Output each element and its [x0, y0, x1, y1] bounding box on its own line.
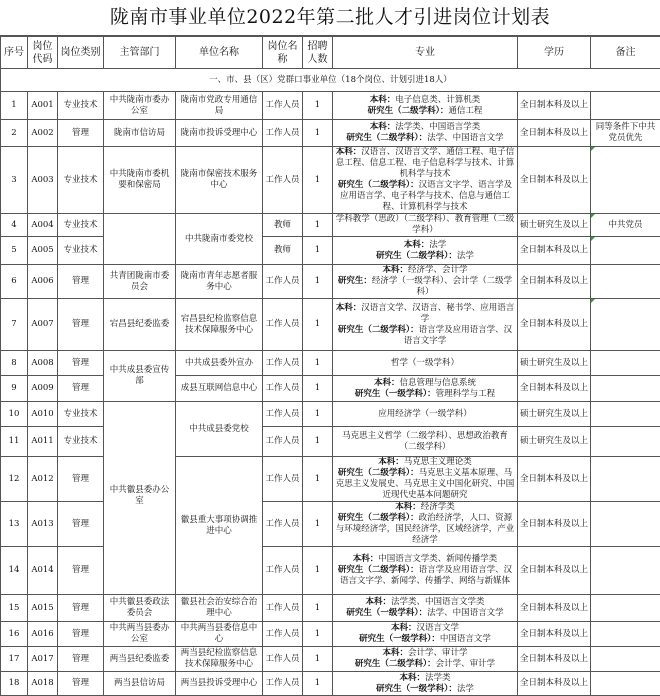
cell-department [104, 214, 176, 265]
table-row [1, 376, 660, 402]
cell-position: 工作人员 [263, 457, 303, 502]
cell-major [333, 237, 518, 265]
label-undergrad: 本科： [336, 147, 362, 157]
cell-count: 1 [303, 92, 333, 120]
cell-note [591, 402, 660, 427]
comment-marker-icon[interactable] [591, 147, 595, 151]
cell-major [333, 647, 518, 672]
label-postgrad: 研究生： [338, 276, 372, 286]
table-row [1, 672, 660, 696]
cell-seq: 12 [1, 457, 28, 502]
major-undergrad: 会计学、审计学 [408, 648, 468, 658]
table-row [1, 147, 660, 214]
table-row [1, 457, 660, 502]
major-postgrad: 通信工程 [448, 106, 482, 116]
major-postgrad: 马克思主义基本原理、马克思主义发展史、马克思主义中国化研究、中国近现代史基本问题研究 [336, 468, 515, 500]
table-row [1, 237, 660, 265]
major-postgrad: 中国语言文学 [440, 634, 491, 644]
major-undergrad: 信息管理与信息系统 [400, 378, 477, 388]
cell-department: 陇南市信访局 [104, 120, 176, 147]
cell-unit: 陇南市保密技术服务中心 [176, 147, 263, 214]
cell-education: 全日制本科及以上 [518, 595, 591, 622]
cell-note [591, 647, 660, 672]
cell-category: 管理 [58, 502, 104, 547]
cell-education: 全日制本科及以上 [518, 299, 591, 351]
header-education: 学历 [518, 37, 591, 69]
cell-education: 全日制本科及以上 [518, 647, 591, 672]
cell-category: 管理 [58, 622, 104, 647]
cell-unit: 宕昌县纪检监察信息技术保障服务中心 [176, 299, 263, 351]
cell-count: 1 [303, 502, 333, 547]
major-undergrad: 马克思主义理论类 [404, 457, 472, 467]
major-postgrad: 管理科学与工程 [436, 389, 496, 399]
label-undergrad: 本科： [365, 597, 391, 607]
cell-note [591, 427, 660, 457]
cell-major: 哲学（一级学科） [333, 351, 518, 376]
cell-unit: 陇南市党政专用通信局 [176, 92, 263, 120]
cell-department: 两当县信访局 [104, 672, 176, 696]
cell-category: 专业技术 [58, 427, 104, 457]
cell-note [591, 265, 660, 299]
cell-count: 1 [303, 595, 333, 622]
cell-count: 1 [303, 147, 333, 214]
cell-note [591, 351, 660, 376]
cell-education: 硕士研究生及以上 [518, 427, 591, 457]
cell-code: A001 [28, 92, 58, 120]
label-undergrad: 本科： [399, 673, 425, 683]
cell-code: A005 [28, 237, 58, 265]
label-postgrad: 研究生（二级学科）： [338, 513, 419, 523]
major-undergrad: 汉语言文学 [417, 623, 460, 633]
label-undergrad: 本科： [370, 95, 396, 105]
cell-position: 工作人员 [263, 647, 303, 672]
cell-count: 1 [303, 351, 333, 376]
label-postgrad: 研究生（二级学科）： [338, 565, 419, 575]
header-position: 岗位名称 [263, 37, 303, 69]
cell-category: 管理 [58, 299, 104, 351]
cell-code: A002 [28, 120, 58, 147]
comment-marker-icon[interactable] [591, 214, 595, 218]
cell-department: 中共两当县委办公室 [104, 622, 176, 647]
cell-department: 中共陇南市委机要和保密局 [104, 147, 176, 214]
cell-category: 管理 [58, 351, 104, 376]
major-postgrad: 法学、中国语言文学 [427, 133, 504, 143]
header-department: 主管部门 [104, 37, 176, 69]
cell-unit: 两当县纪检监察信息技术保障服务中心 [176, 647, 263, 672]
cell-education: 全日制本科及以上 [518, 147, 591, 214]
cell-unit: 徽县重大事项协调推进中心 [176, 457, 263, 595]
cell-code: A006 [28, 265, 58, 299]
cell-major [333, 147, 518, 214]
label-postgrad: 研究生（一级学科）： [359, 634, 440, 644]
comment-marker-icon[interactable] [591, 299, 595, 303]
cell-code: A015 [28, 595, 58, 622]
cell-unit: 中共陇南市委党校 [176, 214, 263, 265]
major-postgrad: 语言学及应用语言学、汉语言文字学、新闻学、传播学、网络与新媒体 [340, 565, 512, 586]
cell-position: 工作人员 [263, 502, 303, 547]
cell-education: 全日制本科及以上 [518, 547, 591, 595]
cell-unit: 成县互联网信息中心 [176, 376, 263, 402]
label-postgrad: 研究生（二级学科）： [338, 325, 419, 335]
label-postgrad: 研究生（一级学科）： [376, 684, 457, 694]
cell-category: 管理 [58, 595, 104, 622]
label-postgrad: 研究生（二级学科）： [376, 251, 457, 261]
table-row [1, 547, 660, 595]
cell-category: 管理 [58, 672, 104, 696]
cell-code: A007 [28, 299, 58, 351]
header-category: 岗位类别 [58, 37, 104, 69]
cell-education: 全日制本科及以上 [518, 237, 591, 265]
cell-code: A010 [28, 402, 58, 427]
cell-seq: 13 [1, 502, 28, 547]
cell-major [333, 457, 518, 502]
page-title: 陇南市事业单位2022年第二批人才引进岗位计划表 [0, 0, 660, 36]
cell-code: A013 [28, 502, 58, 547]
label-undergrad: 本科： [391, 623, 417, 633]
header-seq: 序号 [1, 37, 28, 69]
cell-major [333, 622, 518, 647]
table-row [1, 120, 660, 147]
cell-note [591, 299, 660, 351]
cell-category: 专业技术 [58, 402, 104, 427]
note-text: 中共党员 [608, 220, 642, 230]
cell-major: 学科教学（思政）（二级学科）、教育管理（二级学科） [333, 214, 518, 237]
cell-department: 宕昌县纪委监委 [104, 299, 176, 351]
cell-education: 全日制本科及以上 [518, 672, 591, 696]
label-postgrad: 研究生（二级学科）： [346, 133, 427, 143]
cell-code: A014 [28, 547, 58, 595]
major-postgrad: 政治经济学，人口、资源与环境经济学，国民经济学，区域经济学，产业经济学 [336, 513, 515, 545]
table-row [1, 92, 660, 120]
table-row [1, 299, 660, 351]
cell-education: 全日制本科及以上 [518, 622, 591, 647]
label-postgrad: 研究生（一级学科）： [355, 389, 436, 399]
cell-note [591, 92, 660, 120]
cell-code: A016 [28, 622, 58, 647]
cell-category: 管理 [58, 647, 104, 672]
cell-position: 工作人员 [263, 351, 303, 376]
label-undergrad: 本科： [370, 122, 396, 132]
cell-seq: 9 [1, 376, 28, 402]
major-undergrad: 经济学类 [421, 502, 455, 512]
label-postgrad: 研究生（二级学科）： [355, 659, 436, 669]
cell-department: 中共徽县委政法委员会 [104, 595, 176, 622]
header-note: 备注 [591, 37, 660, 69]
cell-major [333, 92, 518, 120]
table-row [1, 214, 660, 237]
recruitment-table [0, 36, 660, 696]
header-unit: 单位名称 [176, 37, 263, 69]
label-undergrad: 本科： [395, 502, 421, 512]
cell-seq: 1 [1, 92, 28, 120]
cell-position: 工作人员 [263, 672, 303, 696]
cell-unit: 中共成县委党校 [176, 402, 263, 457]
cell-education: 全日制本科及以上 [518, 376, 591, 402]
major-undergrad: 汉语言、汉语言文学、通信工程、电子信息工程、信息工程、电子信息科学与技术、计算机科学与技术 [336, 147, 515, 179]
cell-major [333, 595, 518, 622]
cell-code: A011 [28, 427, 58, 457]
major-undergrad: 法学类、中国语言文学类 [391, 597, 485, 607]
cell-note [591, 237, 660, 265]
cell-position: 工作人员 [263, 265, 303, 299]
cell-seq: 7 [1, 299, 28, 351]
cell-education: 全日制本科及以上 [518, 457, 591, 502]
cell-count: 1 [303, 402, 333, 427]
cell-category: 管理 [58, 376, 104, 402]
major-postgrad: 汉语言文字学、语言学及应用语言学、电子科学与技术、信息与通信工程、计算机科学与技术 [340, 180, 512, 212]
cell-note [591, 622, 660, 647]
cell-category: 管理 [58, 265, 104, 299]
cell-major [333, 299, 518, 351]
label-undergrad: 本科： [382, 265, 408, 275]
cell-count: 1 [303, 547, 333, 595]
header-code: 岗位代码 [28, 37, 58, 69]
cell-note [591, 376, 660, 402]
cell-count: 1 [303, 120, 333, 147]
cell-major [333, 120, 518, 147]
cell-note: 同等条件下中共党员优先 [591, 120, 660, 147]
cell-unit: 陇南市投诉受理中心 [176, 120, 263, 147]
cell-code: A003 [28, 147, 58, 214]
cell-seq: 5 [1, 237, 28, 265]
cell-education: 硕士研究生及以上 [518, 214, 591, 237]
table-row [1, 595, 660, 622]
cell-major [333, 376, 518, 402]
label-postgrad: 研究生（一级学科）： [346, 608, 427, 618]
cell-code: A017 [28, 647, 58, 672]
table-row [1, 427, 660, 457]
label-postgrad: 研究生（二级学科）： [338, 180, 419, 190]
label-undergrad: 本科： [382, 648, 408, 658]
label-undergrad: 本科： [353, 554, 379, 564]
cell-position: 工作人员 [263, 427, 303, 457]
cell-count: 1 [303, 237, 333, 265]
cell-unit: 两当县投诉受理中心 [176, 672, 263, 696]
cell-seq: 14 [1, 547, 28, 595]
cell-seq: 4 [1, 214, 28, 237]
cell-count: 1 [303, 427, 333, 457]
cell-seq: 16 [1, 622, 28, 647]
cell-count: 1 [303, 457, 333, 502]
label-undergrad: 本科： [404, 240, 430, 250]
label-undergrad: 本科： [336, 303, 362, 313]
cell-code: A009 [28, 376, 58, 402]
cell-count: 1 [303, 265, 333, 299]
cell-seq: 17 [1, 647, 28, 672]
cell-seq: 3 [1, 147, 28, 214]
cell-unit: 陇南市青年志愿者服务中心 [176, 265, 263, 299]
major-undergrad: 汉语言文学、汉语言、秘书学、应用语言学 [361, 303, 514, 324]
cell-position: 工作人员 [263, 402, 303, 427]
dept-empty-upper [106, 430, 173, 485]
cell-major [333, 502, 518, 547]
cell-education: 全日制本科及以上 [518, 502, 591, 547]
table-row [1, 502, 660, 547]
cell-position: 工作人员 [263, 299, 303, 351]
cell-seq: 8 [1, 351, 28, 376]
dept-xian-office: 中共徽县委办公室 [106, 485, 173, 507]
major-postgrad: 法学 [457, 684, 474, 694]
cell-code: A012 [28, 457, 58, 502]
cell-count: 1 [303, 622, 333, 647]
cell-education: 全日制本科及以上 [518, 120, 591, 147]
cell-major [333, 672, 518, 696]
header-major: 专业 [333, 37, 518, 69]
major-postgrad: 语言学及应用语言学、汉语言文字学 [404, 325, 512, 346]
cell-unit: 中共两当县委信息中心 [176, 622, 263, 647]
cell-department: 共青团陇南市委员会 [104, 265, 176, 299]
section-row [1, 69, 660, 92]
major-undergrad: 法学类 [425, 673, 451, 683]
major-postgrad: 法学 [457, 251, 474, 261]
cell-category: 专业技术 [58, 214, 104, 237]
cell-education: 硕士研究生及以上 [518, 402, 591, 427]
major-undergrad: 法学类、中国语言学类 [395, 122, 480, 132]
cell-category: 专业技术 [58, 92, 104, 120]
major-postgrad: 经济学（一级学科）、会计学（二级学科） [372, 276, 512, 297]
major-undergrad: 经济学、会计学 [408, 265, 468, 275]
cell-code: A008 [28, 351, 58, 376]
cell-seq: 2 [1, 120, 28, 147]
header-row [1, 37, 660, 69]
cell-position: 工作人员 [263, 595, 303, 622]
cell-count: 1 [303, 214, 333, 237]
cell-note [591, 547, 660, 595]
cell-department: 中共陇南市委办公室 [104, 92, 176, 120]
label-undergrad: 本科： [378, 457, 404, 467]
cell-major [333, 547, 518, 595]
cell-education: 硕士研究生及以上 [518, 351, 591, 376]
cell-position: 工作人员 [263, 147, 303, 214]
table-row [1, 402, 660, 427]
cell-position: 教师 [263, 214, 303, 237]
cell-major: 应用经济学（一级学科） [333, 402, 518, 427]
cell-position: 工作人员 [263, 622, 303, 647]
cell-note [591, 595, 660, 622]
cell-department [104, 402, 176, 595]
cell-category: 管理 [58, 457, 104, 502]
cell-unit: 中共成县委外宣办 [176, 351, 263, 376]
cell-category: 专业技术 [58, 147, 104, 214]
label-postgrad: 研究生（二级学科）： [338, 468, 419, 478]
dept-empty-lower [106, 507, 173, 567]
header-count: 招聘人数 [303, 37, 333, 69]
label-postgrad: 研究生（二级学科）： [368, 106, 449, 116]
cell-category: 管理 [58, 547, 104, 595]
major-undergrad: 中国语言文学类、新闻传播学类 [378, 554, 497, 564]
cell-education: 全日制本科及以上 [518, 92, 591, 120]
major-postgrad: 会计学、审计学 [436, 659, 496, 669]
cell-code: A004 [28, 214, 58, 237]
cell-count: 1 [303, 376, 333, 402]
cell-note [591, 147, 660, 214]
cell-department: 两当县纪委监委 [104, 647, 176, 672]
comment-marker-icon[interactable] [591, 237, 595, 241]
cell-note [591, 502, 660, 547]
table-row [1, 647, 660, 672]
cell-education: 全日制本科及以上 [518, 265, 591, 299]
cell-code: A018 [28, 672, 58, 696]
cell-unit: 徽县社会治安综合治理中心 [176, 595, 263, 622]
cell-note [591, 672, 660, 696]
cell-seq: 11 [1, 427, 28, 457]
cell-note [591, 457, 660, 502]
cell-position: 工作人员 [263, 547, 303, 595]
label-undergrad: 本科： [374, 378, 400, 388]
major-postgrad: 法学、中国语言文学 [427, 608, 504, 618]
cell-position: 工作人员 [263, 376, 303, 402]
cell-seq: 15 [1, 595, 28, 622]
cell-note [591, 214, 660, 237]
cell-department: 中共成县委宣传部 [104, 351, 176, 402]
cell-seq: 6 [1, 265, 28, 299]
major-undergrad: 法学 [429, 240, 446, 250]
table-row [1, 622, 660, 647]
cell-category: 管理 [58, 120, 104, 147]
cell-category: 专业技术 [58, 237, 104, 265]
cell-major [333, 265, 518, 299]
section-title: 一、市、县（区）党群口事业单位（18个岗位、计划引进18人） [1, 69, 660, 92]
cell-position: 工作人员 [263, 92, 303, 120]
cell-position: 教师 [263, 237, 303, 265]
cell-position: 工作人员 [263, 120, 303, 147]
major-undergrad: 电子信息类、计算机类 [395, 95, 480, 105]
cell-count: 1 [303, 647, 333, 672]
cell-seq: 18 [1, 672, 28, 696]
table-row [1, 265, 660, 299]
cell-count: 1 [303, 299, 333, 351]
cell-major: 马克思主义哲学（二级学科）、思想政治教育（二级学科） [333, 427, 518, 457]
table-row [1, 351, 660, 376]
cell-count: 1 [303, 672, 333, 696]
cell-seq: 10 [1, 402, 28, 427]
